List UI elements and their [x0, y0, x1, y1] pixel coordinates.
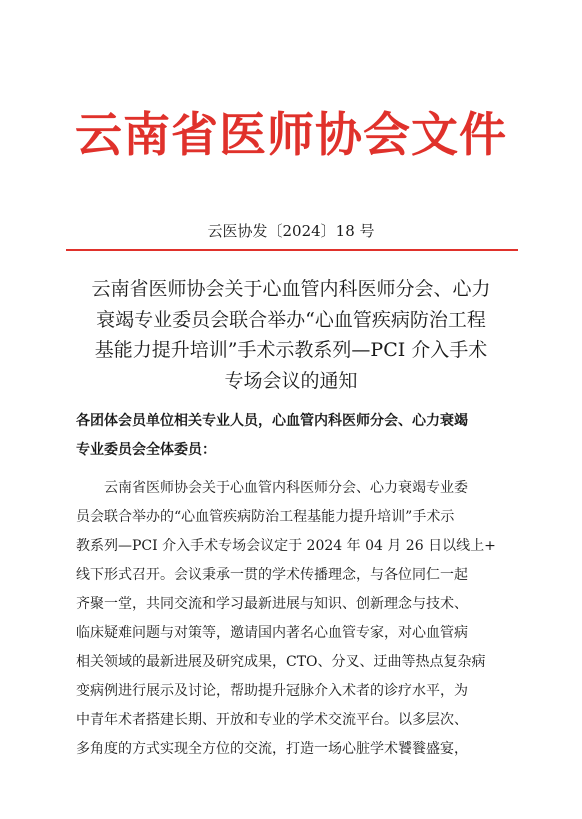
- notice-title-line: 基能力提升培训”手术示教系列—PCI 介入手术: [94, 339, 488, 361]
- document-header-title: 云南省医师协会文件: [75, 108, 507, 163]
- body-line: 教系列—PCI 介入手术专场会议定于 2024 年 04 月 26 日以线上+: [76, 538, 496, 554]
- header-divider: [66, 249, 518, 251]
- addressee: [76, 407, 526, 465]
- body-paragraph: [76, 474, 526, 764]
- addressee-line: 各团体会员单位相关专业人员，心血管内科医师分会、心力衰竭: [76, 413, 468, 429]
- body-line: 多角度的方式实现全方位的交流，打造一场心脏学术饕餮盛宴，: [76, 741, 468, 757]
- notice-title-line: 衰竭专业委员会联合举办“心血管疾病防治工程: [96, 308, 486, 331]
- body-line: 员会联合举办的“心血管疾病防治工程基能力提升培训”手术示: [76, 509, 455, 525]
- notice-title: [60, 274, 522, 396]
- notice-title-line: 专场会议的通知: [224, 369, 358, 392]
- body-line: 相关领域的最新进展及研究成果，CTO、分叉、迂曲等热点复杂病: [76, 654, 486, 670]
- body-line: 中青年术者搭建长期、开放和专业的学术交流平台。以多层次、: [76, 712, 468, 728]
- body-line: 齐聚一堂，共同交流和学习最新进展与知识、创新理念与技术、: [76, 596, 468, 612]
- body-line: 临床疑难问题与对策等，邀请国内著名心血管专家，对心血管病: [76, 625, 468, 641]
- body-line: 变病例进行展示及讨论，帮助提升冠脉介入术者的诊疗水平，为: [76, 683, 468, 699]
- document-number: 云医协发〔2024〕18 号: [207, 222, 375, 240]
- addressee-line: 专业委员会全体委员：: [76, 442, 216, 458]
- notice-title-line: 云南省医师协会关于心血管内科医师分会、心力: [91, 278, 491, 300]
- body-line: 线下形式召开。会议秉承一贯的学术传播理念，与各位同仁一起: [76, 567, 468, 583]
- body-line: 云南省医师协会关于心血管内科医师分会、心力衰竭专业委: [76, 480, 468, 496]
